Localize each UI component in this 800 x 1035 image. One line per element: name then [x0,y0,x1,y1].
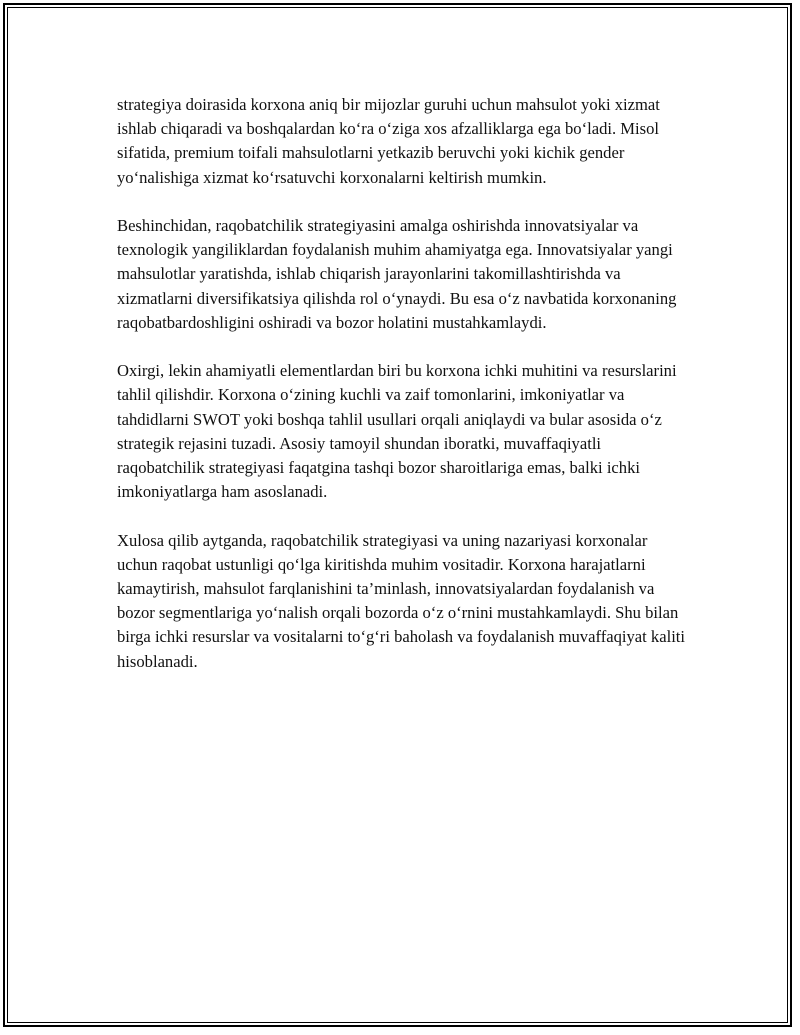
paragraph-internal-analysis: Oxirgi, lekin ahamiyatli elementlardan biri bu korxona ichki muhitini va resurslarini tahlil qilishdir. Korxona o‘zining kuchli va zaif tomonlarini, imkoniyatlar va tahdidlarni SWOT yoki boshqa tahlil usullari orqali aniqlaydi va bular asosida o‘z strategik rejasini tuzadi. Asosiy tamoyil shundan iboratki, muvaffaqiyatli raqobatchilik strategiyasi faqatgina tashqi bozor sharoitlariga emas, balki ichki imkoniyatlarga ham asoslanadi. [117,361,677,502]
paragraph-conclusion: Xulosa qilib aytganda, raqobatchilik strategiyasi va uning nazariyasi korxonalar uchun raqobat ustunligi qo‘lga kiritishda muhim vositadir. Korxona harajatlarni kamaytirish, mahsulot farqlanishini ta’minlash, innovatsiyalardan foydalanish va bozor segmentlariga yo‘nalish orqali bozorda o‘z o‘rnini mustahkamlaydi. Shu bilan birga ichki resurslar va vositalarni to‘g‘ri baholash va foydalanish muvaffaqiyat kaliti hisoblanadi. [117,530,686,671]
document-body [117,93,692,698]
paragraph-strategy-focus: strategiya doirasida korxona aniq bir mijozlar guruhi uchun mahsulot yoki xizmat ishlab chiqaradi va boshqalardan ko‘ra o‘ziga xos afzalliklarga ega bo‘ladi. Misol sifatida, premium toifali mahsulotlarni yetkazib beruvchi yoki kichik gender yo‘nalishiga xizmat ko‘rsatuvchi korxonalarni keltirish mumkin. [117,95,660,187]
paragraph-innovation: Beshinchidan, raqobatchilik strategiyasini amalga oshirishda innovatsiyalar va texnologik yangiliklardan foydalanish muhim ahamiyatga ega. Innovatsiyalar yangi mahsulotlar yaratishda, ishlab chiqarish jarayonlarini takomillashtirishda va xizmatlarni diversifikatsiya qilishda rol o‘ynaydi. Bu esa o‘z navbatida korxonaning raqobatbardoshligini oshiradi va bozor holatini mustahkamlaydi. [117,216,677,332]
